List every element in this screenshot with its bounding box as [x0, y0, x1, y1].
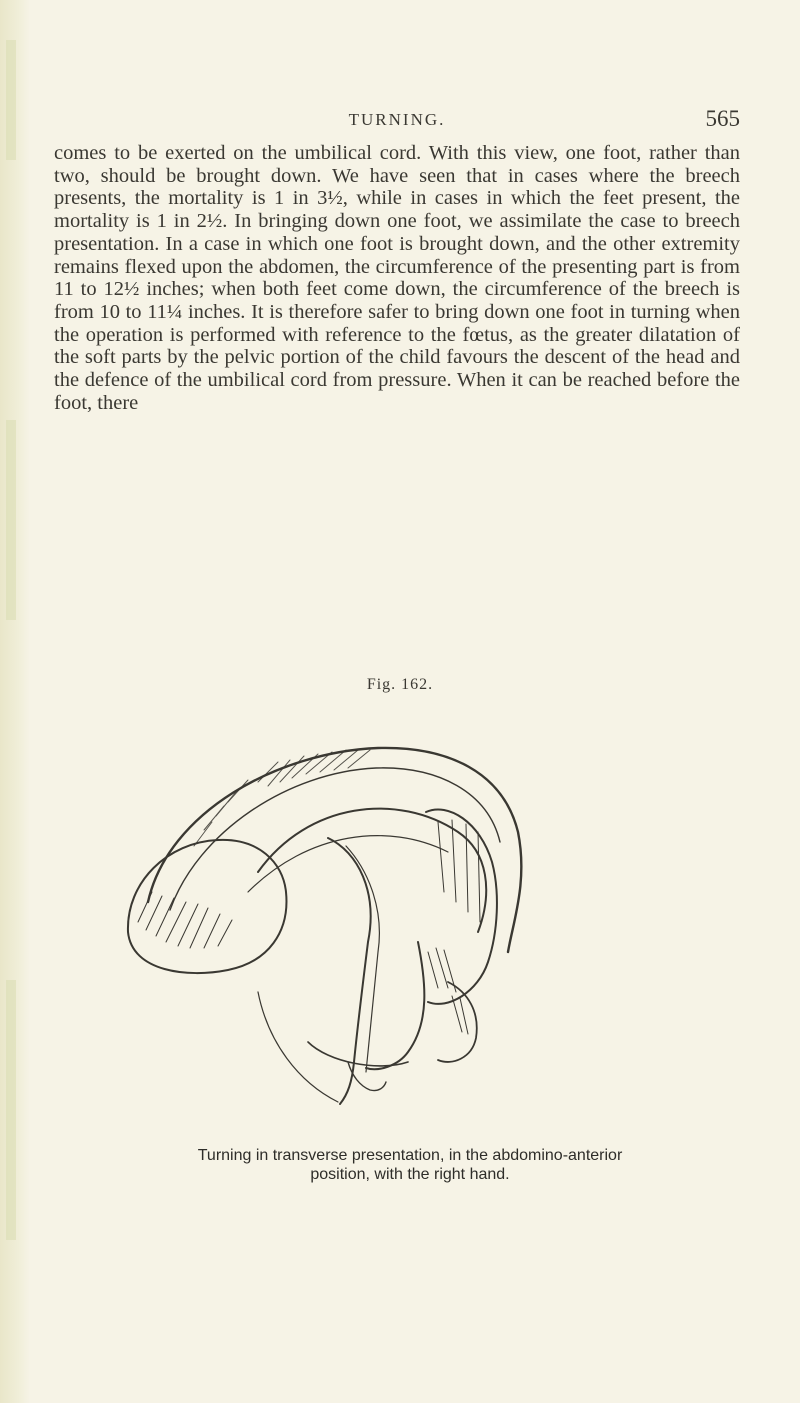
- figure-illustration: [108, 742, 628, 1114]
- operator-arm-inner: [346, 846, 379, 1072]
- gutter-stain: [6, 40, 16, 160]
- gutter-stain: [6, 980, 16, 1240]
- page-gutter-shadow: [0, 0, 30, 1403]
- figure-caption: [140, 1146, 680, 1184]
- caption-line-2: position, with the right hand.: [310, 1166, 510, 1183]
- fetal-foot: [438, 982, 477, 1062]
- caption-line-1: Turning in transverse presentation, in the abdomino-anterior: [197, 1147, 623, 1164]
- page-header: [54, 106, 740, 136]
- fetal-leg: [366, 942, 424, 1069]
- running-head: TURNING.: [348, 110, 446, 129]
- vaginal-outline: [258, 992, 338, 1102]
- fetal-head: [128, 840, 287, 973]
- hand-fingers: [438, 820, 480, 922]
- uterus-outline: [148, 748, 521, 952]
- figure-label: Fig. 162.: [366, 676, 434, 693]
- page-number: 565: [705, 106, 740, 131]
- gutter-stain: [6, 420, 16, 620]
- fundus-hatching: [194, 750, 370, 846]
- operator-hand: [426, 809, 497, 1003]
- body-paragraph: comes to be exerted on the umbilical cord. With this view, one foot, rather than two, should be brought down. We have seen that in cases where the breech presents, the mortality is 1 in 3½, while in cases in which the feet present, the mortality is 1 in 2½. In bringing down one foot, we assimilate the case to breech presentation. In a case in which one foot is brought down, and the other extremity remains flexed upon the abdomen, the circumference of the presenting part is from 11 to 12½ inches; when both feet come down, the circumference of the breech is from 10 to 11¼ inches. It is therefore safer to bring down one foot in turning when the operation is performed with reference to the fœtus, as the greater dilatation of the soft parts by the pelvic portion of the child favours the descent of the head and the defence of the umbilical cord from pressure. When it can be reached before the foot, there: [54, 142, 740, 414]
- cervix: [308, 1042, 408, 1066]
- head-hatching: [138, 892, 232, 948]
- fetal-spine: [248, 836, 448, 892]
